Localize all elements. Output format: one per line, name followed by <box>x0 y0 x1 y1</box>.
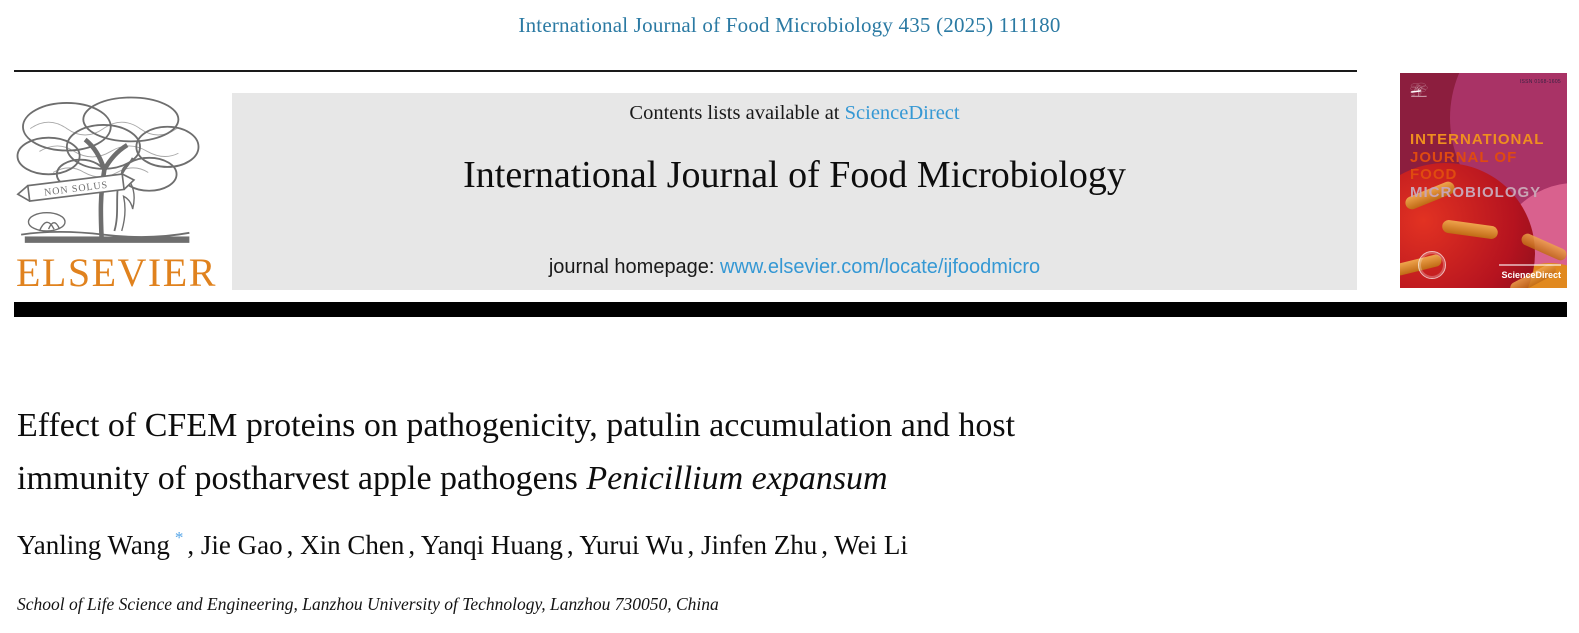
journal-citation-link[interactable]: International Journal of Food Microbiology 435 (2025) 111180 <box>518 13 1061 37</box>
author: Jinfen Zhu <box>701 530 818 560</box>
journal-cover-thumbnail <box>1400 73 1567 288</box>
author: Yanling Wang * <box>17 528 184 560</box>
author: Xin Chen <box>300 530 405 560</box>
corresponding-author-marker[interactable]: * <box>174 528 184 547</box>
affiliation: School of Life Science and Engineering, Lanzhou University of Technology, Lanzhou 730050, China <box>17 594 719 614</box>
section-divider-bar <box>14 302 1567 317</box>
cover-sciencedirect-rule <box>1499 264 1561 266</box>
author-list <box>17 530 1417 561</box>
author: Jie Gao <box>200 530 283 560</box>
homepage-line <box>232 256 1357 279</box>
article-title-line2-prefix: immunity of postharvest apple pathogens <box>17 460 587 497</box>
author-separator: , <box>187 530 195 560</box>
cover-issn: ISSN 0168-1605 <box>1519 79 1561 85</box>
elsevier-wordmark: ELSEVIER <box>16 250 217 295</box>
article-title-line1: Effect of CFEM proteins on pathogenicity, patulin accumulation and host <box>17 407 1016 444</box>
elsevier-tree-icon <box>8 92 208 252</box>
author: Wei Li <box>834 530 908 560</box>
homepage-url-link[interactable]: www.elsevier.com/locate/ijfoodmicro <box>720 256 1041 278</box>
author-separator: , <box>286 530 294 560</box>
cover-sciencedirect-label: ScienceDirect <box>1501 270 1561 280</box>
contents-line <box>232 102 1357 125</box>
article-title-species: Penicillium expansum <box>586 460 888 497</box>
author: Yanqi Huang <box>420 530 563 560</box>
masthead-box <box>232 93 1357 290</box>
cover-title-line3: MICROBIOLOGY <box>1410 183 1542 201</box>
cover-elsevier-mini-logo-icon <box>1410 80 1428 100</box>
author-separator: , <box>821 530 829 560</box>
cover-journal-title <box>1410 131 1567 201</box>
homepage-prefix: journal homepage: <box>548 256 721 278</box>
contents-prefix: Contents lists available at <box>629 102 845 124</box>
article-title-line2 <box>17 452 1417 505</box>
elsevier-logo <box>8 92 230 295</box>
top-rule <box>14 70 1357 72</box>
masthead-journal-title: International Journal of Food Microbiology <box>463 154 1126 196</box>
author-separator: , <box>566 530 574 560</box>
author-separator: , <box>408 530 416 560</box>
author-separator: , <box>687 530 695 560</box>
cover-society-stamp-icon <box>1418 251 1446 279</box>
article-title <box>17 399 1417 505</box>
cover-title-line2: JOURNAL OF FOOD <box>1410 148 1518 183</box>
sciencedirect-link[interactable]: ScienceDirect <box>844 102 960 124</box>
cover-title-line1: INTERNATIONAL <box>1410 131 1545 148</box>
author: Yurui Wu <box>579 530 684 560</box>
